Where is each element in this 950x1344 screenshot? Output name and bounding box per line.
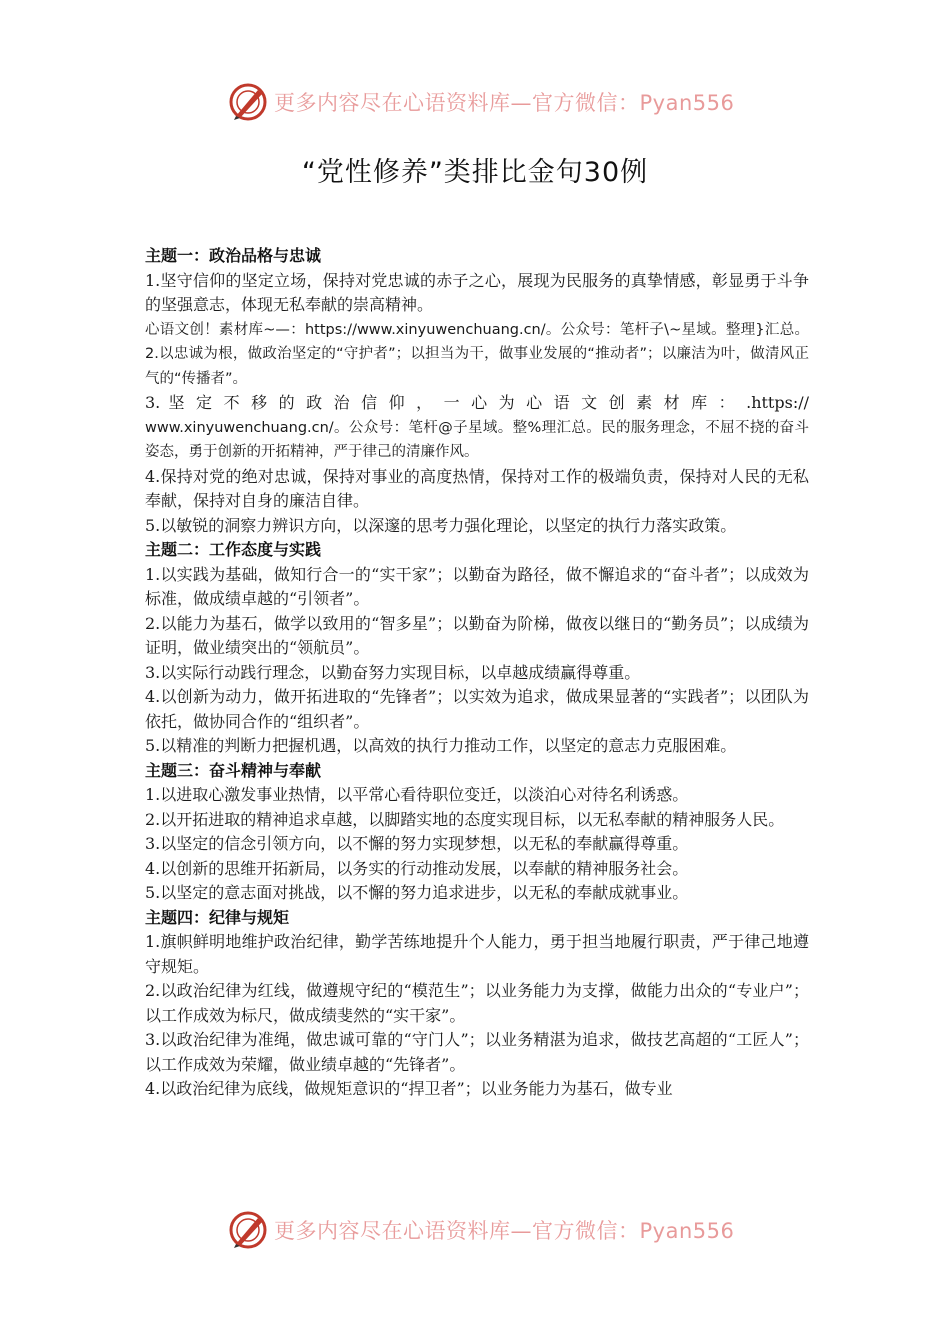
document-body [145, 244, 809, 1102]
paragraph: 5.以敏锐的洞察力辨识方向，以深邃的思考力强化理论，以坚定的执行力落实政策。 [145, 515, 737, 535]
paragraph: 3. 坚 定 不 移 的 政 治 信 仰 ， 一 心 为 心 语 文 创 素 材 库 ： .https:// [145, 393, 809, 412]
section-4 [145, 906, 809, 1102]
paragraph: 5.以精准的判断力把握机遇，以高效的执行力推动工作，以坚定的意志力克服困难。 [145, 736, 737, 755]
section-heading: 主题二：工作态度与实践 [145, 540, 322, 559]
paragraph: 1.以进取心激发事业热情，以平常心看待职位变迁，以淡泊心对待名利诱惑。 [145, 785, 689, 804]
paragraph: 2.以开拓进取的精神追求卓越，以脚踏实地的态度实现目标，以无私奉献的精神服务人民。 [145, 809, 785, 829]
header-watermark-banner [228, 80, 748, 124]
paragraph: www.xinyuwenchuang.cn/。公众号：笔杆@子星域。整%理汇总。民的服务理念，不屈不挠的奋斗姿态，勇于创新的开拓精神，严于律己的清廉作风。 [145, 419, 809, 460]
paragraph: 4.以创新的思维开拓新局，以务实的行动推动发展，以奉献的精神服务社会。 [145, 858, 689, 878]
paragraph: 3.以坚定的信念引领方向，以不懈的努力实现梦想，以无私的奉献赢得尊重。 [145, 834, 689, 853]
paragraph: 1.坚守信仰的坚定立场，保持对党忠诚的赤子之心，展现为民服务的真挚情感，彰显勇于斗争的坚强意志，体现无私奉献的崇高精神。 [145, 270, 809, 314]
paragraph: 心语文创！素材库~—：https://www.xinyuwenchuang.cn/。公众号：笔杆子\~星域。整理}汇总。2.以忠诚为根，做政治坚定的“守护者”；以担当为干，做事业发展的“推动者”；以廉洁为叶，做清风正气的“传播者”。 [145, 321, 809, 387]
section-2 [145, 538, 809, 759]
section-heading: 主题一：政治品格与忠诚 [145, 246, 322, 265]
paragraph: 4.以创新为动力，做开拓进取的“先锋者”；以实效为追求，做成果显著的“实践者”；以团队为依托，做协同合作的“组织者”。 [145, 687, 809, 731]
section-heading: 主题三：奋斗精神与奉献 [145, 760, 322, 780]
paragraph: 1.以实践为基础，做知行合一的“实干家”；以勤奋为路径，做不懈追求的“奋斗者”；以成效为标准，做成绩卓越的“引领者”。 [145, 564, 809, 608]
paragraph: 4.以政治纪律为底线，做规矩意识的“捍卫者”；以业务能力为基石，做专业 [145, 1079, 673, 1098]
banner-text: 更多内容尽在心语资料库—官方微信：Pyan556 [274, 91, 735, 115]
section-1 [145, 244, 809, 538]
paragraph: 5.以坚定的意志面对挑战，以不懈的努力追求进步，以无私的奉献成就事业。 [145, 883, 689, 902]
paragraph: 3.以政治纪律为准绳，做忠诚可靠的“守门人”；以业务精湛为追求，做技艺高超的“工匠人”；以工作成效为荣耀，做业绩卓越的“先锋者”。 [145, 1030, 809, 1074]
paragraph: 1.旗帜鲜明地维护政治纪律，勤学苦练地提升个人能力，勇于担当地履行职责，严于律己地遵守规矩。 [145, 932, 809, 976]
pen-logo-icon [228, 82, 268, 122]
section-3 [145, 759, 809, 906]
banner-text: 更多内容尽在心语资料库—官方微信：Pyan556 [274, 1219, 735, 1243]
paragraph: 3.以实际行动践行理念，以勤奋努力实现目标，以卓越成绩赢得尊重。 [145, 662, 641, 682]
page-title: “党性修养”类排比金句30例 [301, 157, 649, 188]
section-heading: 主题四：纪律与规矩 [145, 907, 290, 927]
pen-logo-icon [228, 1210, 268, 1250]
paragraph: 2.以能力为基石，做学以致用的“智多星”；以勤奋为阶梯，做夜以继日的“勤务员”；以成绩为证明，做业绩突出的“领航员”。 [145, 613, 809, 657]
paragraph: 2.以政治纪律为红线，做遵规守纪的“模范生”；以业务能力为支撑，做能力出众的“专业户”；以工作成效为标尺，做成绩斐然的“实干家”。 [145, 981, 809, 1025]
paragraph: 4.保持对党的绝对忠诚，保持对事业的高度热情，保持对工作的极端负责，保持对人民的无私奉献，保持对自身的廉洁自律。 [145, 466, 809, 510]
footer-watermark-banner [228, 1208, 748, 1252]
